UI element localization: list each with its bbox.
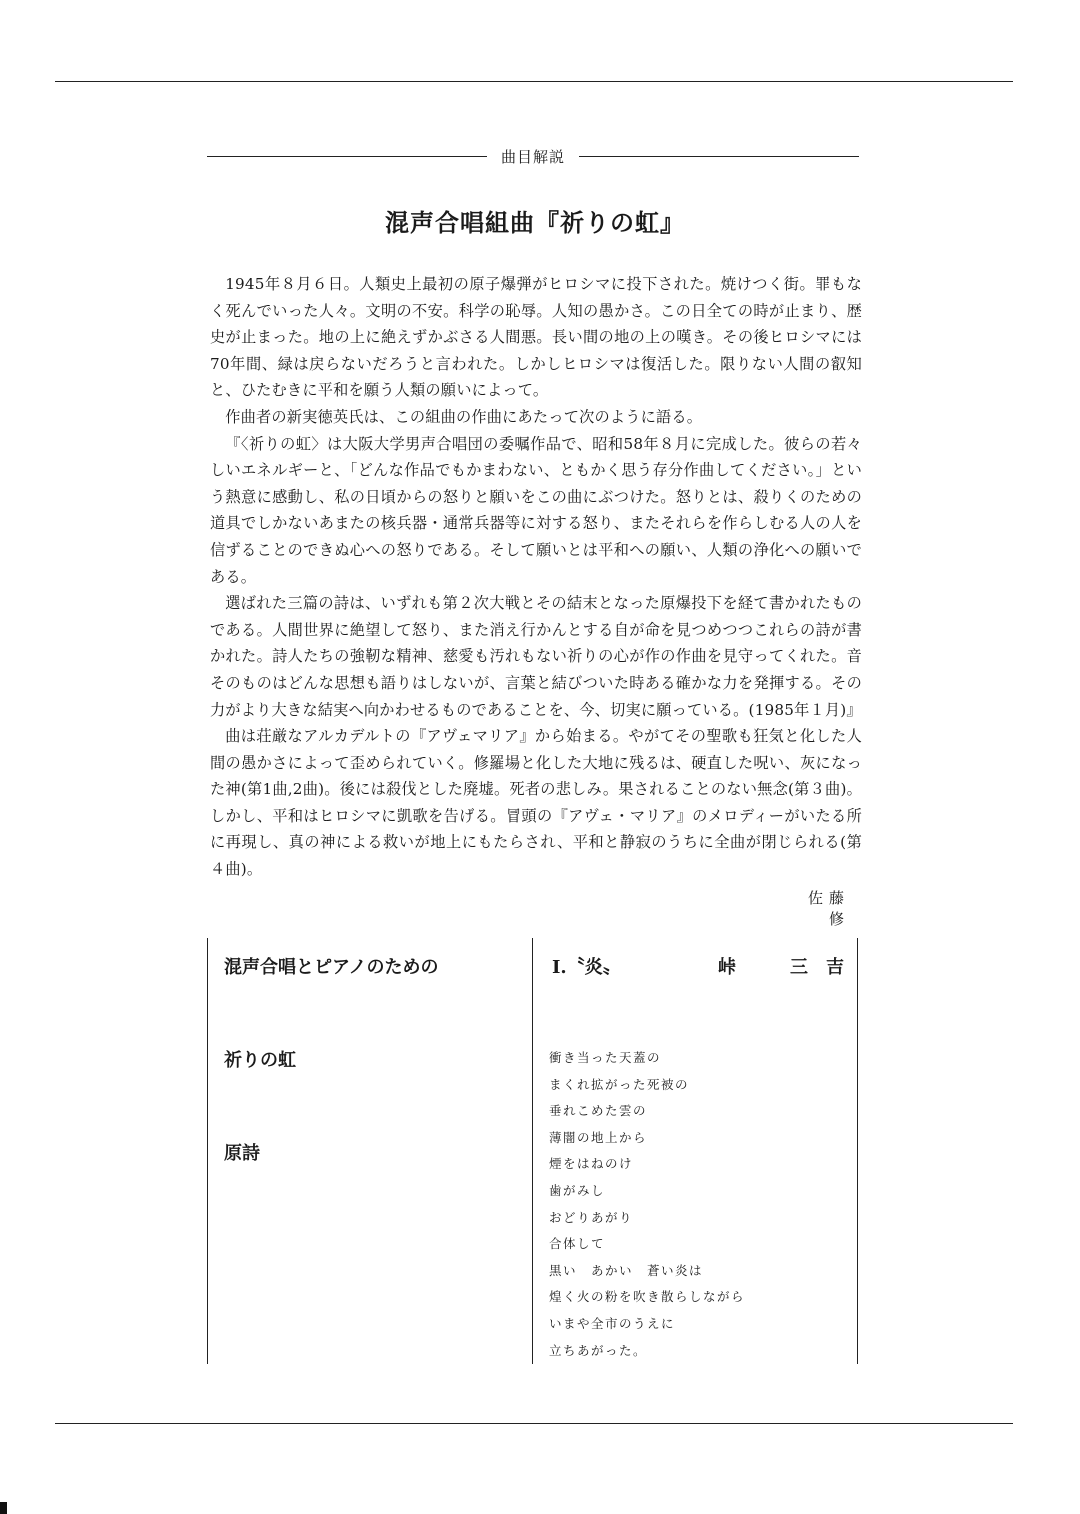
top-rule bbox=[55, 81, 1013, 82]
page-title: 混声合唱組曲『祈りの虹』 bbox=[385, 208, 685, 237]
poem-line: 垂れこめた雲の bbox=[549, 1103, 648, 1119]
poem-line: 歯がみし bbox=[549, 1182, 606, 1198]
poem-text bbox=[549, 1045, 849, 1364]
poem-heading bbox=[552, 953, 862, 979]
work-title: 祈りの虹 bbox=[224, 1050, 296, 1071]
poem-line: 煙をはねのけ bbox=[549, 1156, 634, 1172]
paragraph: 1945年８月６日。人類史上最初の原子爆弾がヒロシマに投下された。焼けつく街。罪もなく死んでいった人々。文明の不安。科学の恥辱。人知の愚かさ。この日全ての時が止まり、歴史が止まった。地の上に絶えずかぶさる人間悪。長い間の地の上の嘆き。その後ヒロシマには70年間、緑は戻らないだろうと言われた。しかしヒロシマは復活した。限りない人間の叡知と、ひたむきに平和を願う人類の願いによって。 bbox=[210, 275, 862, 400]
section-header-rule-right bbox=[579, 156, 859, 157]
paragraph: 選ばれた三篇の詩は、いずれも第２次大戦とその結末となった原爆投下を経て書かれたものである。人間世界に絶望して怒り、また消え行かんとする自が命を見つめつつこれらの詩が書かれた。詩人たちの強靭な精神、慈愛も汚れもない祈りの心が作の作曲を見守ってくれた。音そのものはどんな思想も語りはしないが、言葉と結びついた時ある確かな力を発揮する。その力がより大きな結実へ向かわせるものであることを、今、切実に願っている。(1985年１月)』 bbox=[210, 594, 862, 719]
section-header-rule-left bbox=[207, 156, 487, 157]
paragraph: 曲は荘厳なアルカデルトの『アヴェマリア』から始まる。やがてその聖歌も狂気と化した人間の愚かさによって歪められていく。修羅場と化した大地に残るは、硬直した呪い、灰になった神(第1曲,2曲)。後には殺伐とした廃墟。死者の悲しみ。果されることのない無念(第３曲)。しかし、平和はヒロシマに凱歌を告げる。冒頭の『アヴェ・マリア』のメロディーがいたる所に再現し、真の神による救いが地上にもたらされ、平和と静寂のうちに全曲が閉じられる(第４曲)。 bbox=[210, 727, 862, 879]
scan-edge-mark bbox=[0, 1502, 7, 1514]
box-left-border bbox=[207, 938, 208, 1364]
work-subtitle: 混声合唱とピアノのための bbox=[224, 957, 439, 978]
poem-line: 衝き当った天蓋の bbox=[549, 1050, 662, 1065]
poem-line: いまや全市のうえに bbox=[549, 1315, 676, 1331]
commentary-body bbox=[210, 271, 862, 883]
poet-name: 峠 三吉 bbox=[718, 957, 862, 978]
box-center-divider bbox=[532, 938, 533, 1364]
poem-line: 煌く火の粉を吹き散らしながら bbox=[549, 1289, 746, 1305]
author-signature: 佐藤 修 bbox=[807, 889, 872, 928]
bottom-rule bbox=[55, 1423, 1013, 1424]
section-header bbox=[207, 144, 859, 168]
paragraph: 『〈祈りの虹〉は大阪大学男声合唱団の委嘱作品で、昭和58年８月に完成した。彼らの若々しいエネルギーと、「どんな作品でもかまわない、ともかく思う存分作曲してください。」という熱意に感動し、私の日頃からの怒りと願いをこの曲にぶつけた。怒りとは、殺りくのための道具でしかないあまたの核兵器・通常兵器等に対する怒り、またそれらを作らしむる人の人を信ずることのできぬ心への怒りである。そして願いとは平和への願い、人類の浄化への願いである。 bbox=[210, 434, 862, 586]
paragraph: 作曲者の新実徳英氏は、この組曲の作曲にあたって次のように語る。 bbox=[225, 407, 703, 426]
poem-line: 黒い あかい 蒼い炎は bbox=[549, 1262, 704, 1278]
poem-line: 合体して bbox=[549, 1236, 606, 1252]
poem-line: 薄闇の地上から bbox=[549, 1129, 648, 1145]
section-label: 曲目解説 bbox=[501, 147, 566, 166]
poem-title: Ⅰ.〝炎〟 bbox=[552, 957, 621, 978]
box-right-border bbox=[857, 938, 858, 1364]
poem-line: おどりあがり bbox=[549, 1209, 634, 1225]
poem-line: まくれ拡がった死被の bbox=[549, 1076, 690, 1092]
original-poem-label: 原詩 bbox=[224, 1143, 260, 1164]
poem-line: 立ちあがった。 bbox=[549, 1342, 648, 1358]
